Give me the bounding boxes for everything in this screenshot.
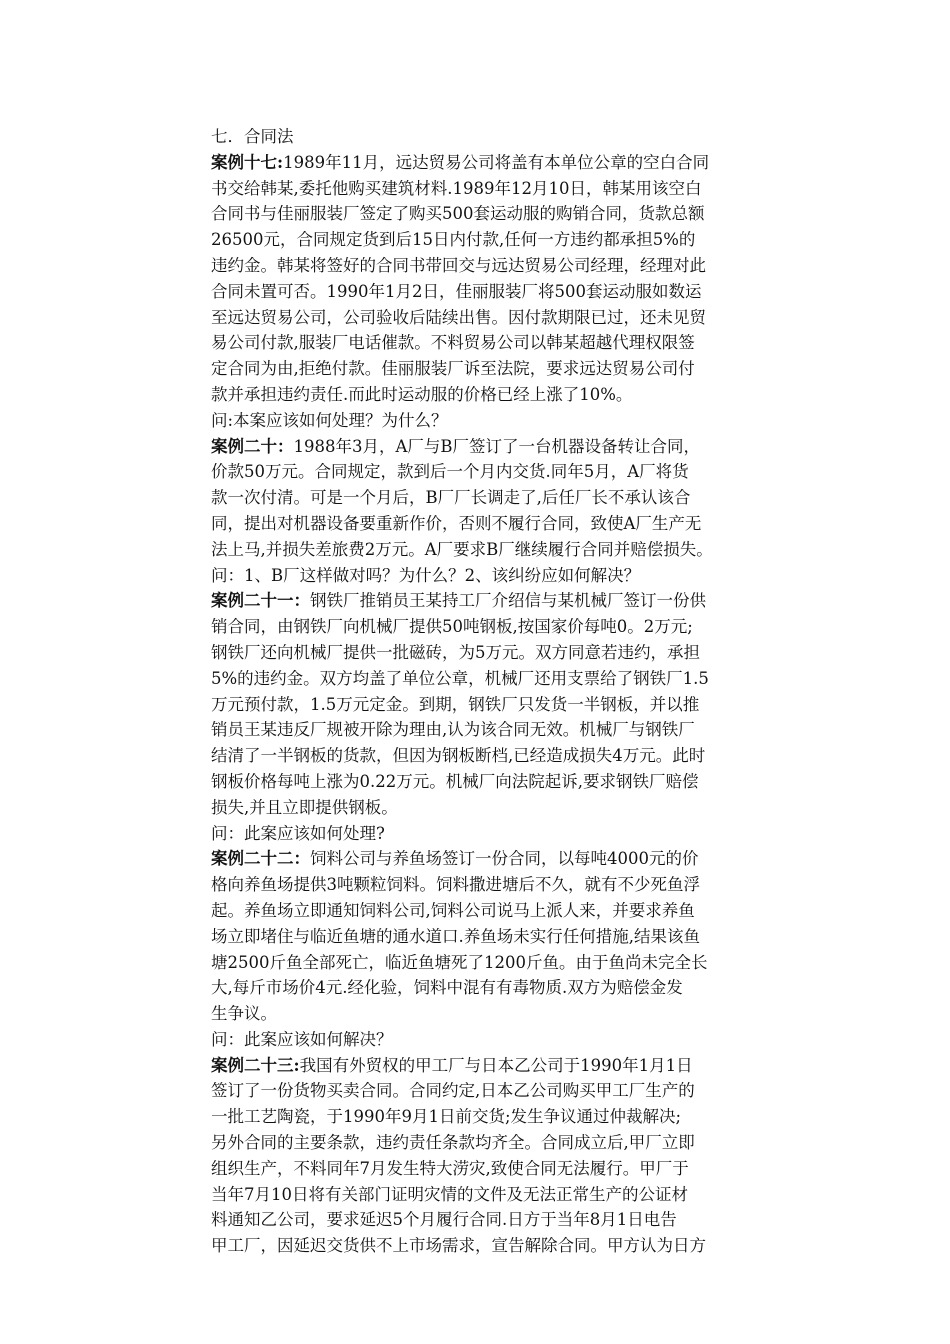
case-text-line: 损失,并且立即提供钢板。 xyxy=(211,797,398,817)
case-text-line: 当年7月10日将有关部门证明灾情的文件及无法正常生产的公证材 xyxy=(211,1184,688,1204)
case-question: 问：此案应该如何处理? xyxy=(211,823,385,843)
case-22 xyxy=(211,846,791,1052)
case-text-line: 法上马,并损失差旅费2万元。A厂要求B厂继续履行合同并赔偿损失。 xyxy=(211,539,713,559)
case-text-line: 签订了一份货物买卖合同。合同约定,日本乙公司购买甲工厂生产的 xyxy=(211,1081,695,1101)
case-text-line: 销员王某违反厂规被开除为理由,认为该合同无效。机械厂与钢铁厂 xyxy=(211,720,695,740)
case-text-line: 26500元，合同规定货到后15日内付款,任何一方违约都承担5%的 xyxy=(211,230,696,250)
case-first-line xyxy=(211,1053,791,1079)
case-text-line: 书交给韩某,委托他购买建筑材料.1989年12月10日，韩某用该空白 xyxy=(211,178,702,198)
section-title: 七．合同法 xyxy=(211,127,294,146)
case-text-line: 起。养鱼场立即通知饲料公司,饲料公司说马上派人来，并要求养鱼 xyxy=(211,900,695,920)
case-text-line: 塘2500斤鱼全部死亡，临近鱼塘死了1200斤鱼。由于鱼尚未完全长 xyxy=(211,952,708,972)
case-text-line: 销合同，由钢铁厂向机械厂提供50吨钢板,按国家价每吨0。2万元; xyxy=(211,617,693,637)
case-text-line: 万元预付款，1.5万元定金。到期，钢铁厂只发货一半钢板，并以推 xyxy=(211,694,700,714)
case-text-line: 5%的违约金。双方均盖了单位公章，机械厂还用支票给了钢铁厂1.5 xyxy=(211,668,709,688)
case-text-line: 甲工厂，因延迟交货供不上市场需求，宣告解除合同。甲方认为日方 xyxy=(211,1236,706,1256)
case-text-line: 一批工艺陶瓷，于1990年9月1日前交货;发生争议通过仲裁解决; xyxy=(211,1107,682,1127)
case-text-line: 另外合同的主要条款，违约责任条款均齐全。合同成立后,甲厂立即 xyxy=(211,1133,695,1153)
case-text-line: 格向养鱼场提供3吨颗粒饲料。饲料撒进塘后不久，就有不少死鱼浮 xyxy=(211,875,700,895)
case-question: 问：此案应该如何解决？ xyxy=(211,1029,393,1049)
case-first-line xyxy=(211,846,791,872)
case-first-line xyxy=(211,588,791,614)
case-heading: 案例二十二： xyxy=(211,849,310,869)
case-17 xyxy=(211,150,791,434)
case-question: 问:本案应该如何处理？为什么？ xyxy=(211,410,448,430)
case-text-line: 定合同为由,拒绝付款。佳丽服装厂诉至法院，要求远达贸易公司付 xyxy=(211,359,695,379)
case-text-line: 合同书与佳丽服装厂签定了购买500套运动服的购销合同，货款总额 xyxy=(211,204,705,224)
case-text-line: 组织生产，不料同年7月发生特大涝灾,致使合同无法履行。甲厂于 xyxy=(211,1158,689,1178)
case-first-line xyxy=(211,434,791,460)
case-text-line: 钢铁厂推销员王某持工厂介绍信与某机械厂签订一份供 xyxy=(310,591,706,611)
case-text-line: 饲料公司与养鱼场签订一份合同，以每吨4000元的价 xyxy=(310,849,699,869)
document-body xyxy=(211,124,791,1259)
case-text-line: 场立即堵住与临近鱼塘的通水道口.养鱼场未实行任何措施,结果该鱼 xyxy=(211,926,700,946)
case-heading: 案例十七: xyxy=(211,152,284,172)
case-text-line: 1989年11月，远达贸易公司将盖有本单位公章的空白合同 xyxy=(283,152,710,172)
case-text-line: 料通知乙公司，要求延迟5个月履行合同.日方于当年8月1日电告 xyxy=(211,1210,677,1230)
case-text-line: 易公司付款,服装厂电话催款。不料贸易公司以韩某超越代理权限签 xyxy=(211,333,695,353)
case-text-line: 款一次付清。可是一个月后，B厂厂长调走了,后任厂长不承认该合 xyxy=(211,488,691,508)
case-text-line: 款并承担违约责任.而此时运动服的价格已经上涨了10%。 xyxy=(211,384,633,404)
case-text-line: 1988年3月，A厂与B厂签订了一台机器设备转让合同， xyxy=(293,436,701,456)
case-heading: 案例二十一： xyxy=(211,591,310,611)
case-21 xyxy=(211,588,791,846)
case-text-line: 钢板价格每吨上涨为0.22万元。机械厂向法院起诉,要求钢铁厂赔偿 xyxy=(211,771,699,791)
case-text-line: 同，提出对机器设备要重新作价，否则不履行合同，致使A厂生产无 xyxy=(211,513,702,533)
case-first-line xyxy=(211,150,791,176)
case-text-line: 至远达贸易公司，公司验收后陆续出售。因付款期限已过，还未见贸 xyxy=(211,307,706,327)
case-text-line: 钢铁厂还向机械厂提供一批磁砖，为5万元。双方同意若违约，承担 xyxy=(211,642,700,662)
case-text-line: 大,每斤市场价4元.经化验，饲料中混有有毒物质.双方为赔偿金发 xyxy=(211,978,683,998)
case-23 xyxy=(211,1053,791,1259)
case-text-line: 合同未置可否。1990年1月2日，佳丽服装厂将500套运动服如数运 xyxy=(211,281,702,301)
case-text-line: 违约金。韩某将签好的合同书带回交与远达贸易公司经理，经理对此 xyxy=(211,255,706,275)
case-question: 问：1、B厂这样做对吗？为什么？2、该纠纷应如何解决？ xyxy=(211,565,641,585)
case-text-line: 生争议。 xyxy=(211,1004,277,1024)
case-heading: 案例二十三: xyxy=(211,1055,300,1075)
case-20 xyxy=(211,434,791,589)
case-heading: 案例二十： xyxy=(211,436,294,456)
case-text-line: 价款50万元。合同规定，款到后一个月内交货.同年5月，A厂将货 xyxy=(211,462,689,482)
case-text-line: 结清了一半钢板的货款，但因为钢板断档,已经造成损失4万元。此时 xyxy=(211,746,706,766)
case-text-line: 我国有外贸权的甲工厂与日本乙公司于1990年1月1日 xyxy=(299,1055,693,1075)
